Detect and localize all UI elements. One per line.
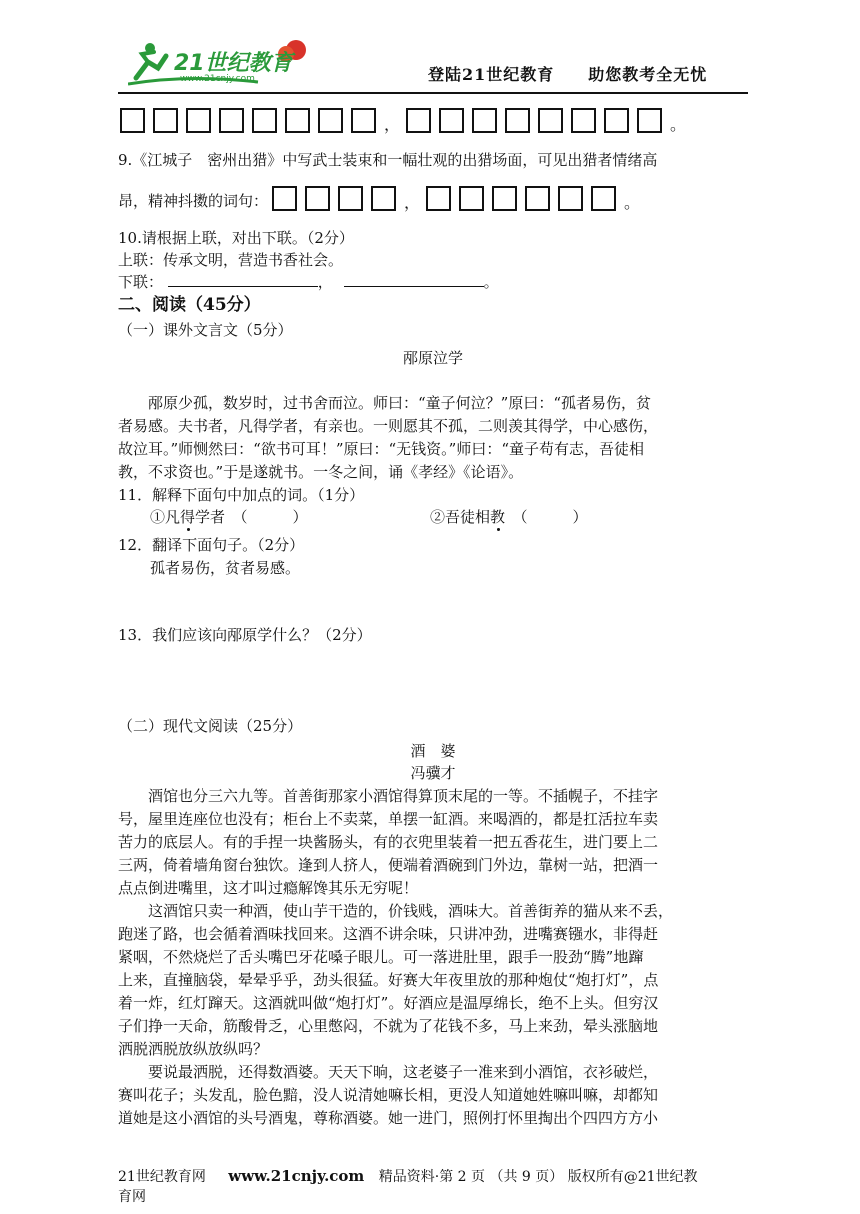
- story-line: 号，屋里连座位也没有；柜台上不卖菜，单摆一缸酒。来喝酒的，都是扛活拉车卖: [118, 810, 659, 828]
- q9-line2: 昂，精神抖擞的词句：: [118, 192, 269, 210]
- q11-a-post: 学者 （ ）: [195, 508, 308, 526]
- q11-b-post: （ ）: [505, 508, 588, 526]
- answer-box[interactable]: [285, 108, 310, 133]
- q11-b-pre: ②吾徒相: [430, 508, 491, 526]
- story-line: 苦力的底层人。有的手捏一块酱肠头，有的衣兜里装着一把五香花生，进门要上二: [118, 833, 659, 851]
- header-slogan: 登陆21世纪教育 助您教考全无忧: [428, 65, 708, 84]
- q11-item-a: [150, 507, 308, 527]
- site-logo: [128, 38, 328, 90]
- story-line: 这酒馆只卖一种酒，使山芋干造的，价钱贱，酒味大。首善街养的猫从来不丢，: [118, 902, 674, 920]
- section-title: 二、阅读（45分）: [118, 295, 261, 315]
- answer-box[interactable]: [439, 108, 464, 133]
- q12-title: 12．翻译下面句子。（2分）: [118, 536, 305, 554]
- answer-box[interactable]: [571, 108, 596, 133]
- passage-line: 故泣耳。”师恻然曰：“欲书可耳！”原曰：“无钱资。”师曰：“童子苟有志，吾徒相: [118, 440, 645, 458]
- box-separator: ，: [384, 115, 401, 134]
- story-line: 子们挣一天命，筋酸骨乏，心里憋闷，不就为了花钱不多，马上来劲，晕头涨脑地: [118, 1017, 659, 1035]
- q9-answer-row: [118, 186, 646, 211]
- box-group-2: [406, 108, 670, 133]
- q9-line1: 9.《江城子 密州出猎》中写武士装束和一幅壮观的出猎场面，可见出猎者情绪高: [118, 151, 658, 169]
- box-end: 。: [624, 193, 641, 212]
- box-group-1: [120, 108, 384, 133]
- story-line: 赛叫花子；头发乱，脸色黯，没人说清她嘛长相，更没人知道她姓嘛叫嘛，却都知: [118, 1086, 659, 1104]
- answer-box[interactable]: [472, 108, 497, 133]
- footer-site: 21世纪教育网: [118, 1169, 206, 1185]
- box-group-q9-1: [272, 186, 404, 211]
- story-title: 酒 婆: [410, 742, 456, 760]
- box-group-q9-2: [426, 186, 624, 211]
- story-line: 洒脱洒脱放纵放纵吗？: [118, 1040, 269, 1058]
- answer-box[interactable]: [338, 186, 363, 211]
- answer-box[interactable]: [604, 108, 629, 133]
- answer-box[interactable]: [505, 108, 530, 133]
- answer-box[interactable]: [252, 108, 277, 133]
- answer-box[interactable]: [219, 108, 244, 133]
- q13-title: 13．我们应该向邴原学什么？（2分）: [118, 626, 372, 644]
- story-line: 酒馆也分三六九等。首善街那家小酒馆得算顶末尾的一等。不插幌子，不挂字: [118, 787, 659, 805]
- blank-line[interactable]: [344, 272, 484, 287]
- page-footer: [118, 1166, 758, 1207]
- answer-box[interactable]: [186, 108, 211, 133]
- answer-box[interactable]: [318, 108, 343, 133]
- passage-line: 者易感。夫书者，凡得学者，有亲也。一则愿其不孤，二则羡其得学，中心感伤，: [118, 417, 659, 435]
- answer-box[interactable]: [538, 108, 563, 133]
- q10-lower-label: 下联：: [118, 273, 164, 291]
- answer-box[interactable]: [272, 186, 297, 211]
- dotted-word: 教: [490, 508, 506, 526]
- answer-box[interactable]: [371, 186, 396, 211]
- header-divider: [118, 92, 748, 94]
- box-separator: ，: [404, 193, 421, 212]
- answer-box[interactable]: [492, 186, 517, 211]
- story-line: 道她是这小酒馆的头号酒鬼，尊称酒婆。她一进门，照例打怀里掏出个四四方方小: [118, 1109, 659, 1127]
- story-line: 紧咽，不然烧烂了舌头嘴巴牙花嗓子眼儿。可一落进肚里，跟手一股劲“腾”地蹿: [118, 948, 644, 966]
- q10-lower-end: 。: [483, 273, 499, 291]
- answer-box[interactable]: [591, 186, 616, 211]
- story-line: 上来，直撞脑袋，晕晕乎乎，劲头很猛。好赛大年夜里放的那种炮仗“炮打灯”，点: [118, 971, 659, 989]
- answer-box[interactable]: [426, 186, 451, 211]
- q10-upper: 上联：传承文明，营造书香社会。: [118, 251, 344, 269]
- answer-box[interactable]: [459, 186, 484, 211]
- q10-lower: [118, 272, 499, 292]
- answer-boxes-q8: [120, 108, 692, 133]
- logo-url: www.21cnjy.com: [180, 74, 255, 84]
- box-end: 。: [670, 115, 687, 134]
- answer-box[interactable]: [525, 186, 550, 211]
- story-author: 冯骥才: [410, 764, 456, 782]
- answer-box[interactable]: [637, 108, 662, 133]
- passage-title: 邴原泣学: [402, 349, 463, 367]
- passage-line: 邴原少孤，数岁时，过书舍而泣。师曰：“童子何泣？”原曰：“孤者易伤，贫: [118, 394, 652, 412]
- footer-url[interactable]: www.21cnjy.com: [228, 1167, 365, 1185]
- part1-title: （一）课外文言文（5分）: [118, 321, 293, 339]
- answer-box[interactable]: [406, 108, 431, 133]
- answer-box[interactable]: [558, 186, 583, 211]
- q11-title: 11．解释下面句中加点的词。（1分）: [118, 486, 365, 504]
- q12-sentence: 孤者易伤，贫者易感。: [150, 559, 301, 577]
- blank-line[interactable]: [168, 272, 318, 287]
- story-line: 点点倒进嘴里，这才叫过瘾解馋其乐无穷呢！: [118, 879, 419, 897]
- dotted-word: 得: [180, 508, 196, 526]
- footer-line1: [118, 1166, 758, 1187]
- story-line: 要说最洒脱，还得数酒婆。天天下晌，这老婆子一准来到小酒馆，衣衫破烂，: [118, 1063, 659, 1081]
- footer-info: 精品资料·第 2 页 （共 9 页） 版权所有@21世纪教: [378, 1169, 698, 1185]
- q10-lower-sep: ，: [317, 273, 333, 291]
- story-line: 着一炸，红灯蹿天。这酒就叫做“炮打灯”。好酒应是温厚绵长，绝不上头。但穷汉: [118, 994, 659, 1012]
- q10-title: 10.请根据上联，对出下联。（2分）: [118, 229, 354, 247]
- answer-box[interactable]: [120, 108, 145, 133]
- footer-line2: 育网: [118, 1189, 146, 1205]
- q11-a-pre: ①凡: [150, 508, 181, 526]
- passage-line: 教，不求资也。”于是遂就书。一冬之间，诵《孝经》《论语》。: [118, 463, 524, 481]
- answer-box[interactable]: [305, 186, 330, 211]
- q11-item-b: [430, 507, 588, 527]
- part2-title: （二）现代文阅读（25分）: [118, 717, 303, 735]
- answer-box[interactable]: [153, 108, 178, 133]
- story-line: 三两，倚着墙角窗台独饮。逢到人挤人，便端着酒碗到门外边，靠树一站，把酒一: [118, 856, 659, 874]
- story-line: 跑迷了路，也会循着酒味找回来。这酒不讲余味，只讲冲劲，进嘴赛镪水，非得赶: [118, 925, 659, 943]
- answer-box[interactable]: [351, 108, 376, 133]
- logo-text: 21世纪教育: [174, 51, 293, 76]
